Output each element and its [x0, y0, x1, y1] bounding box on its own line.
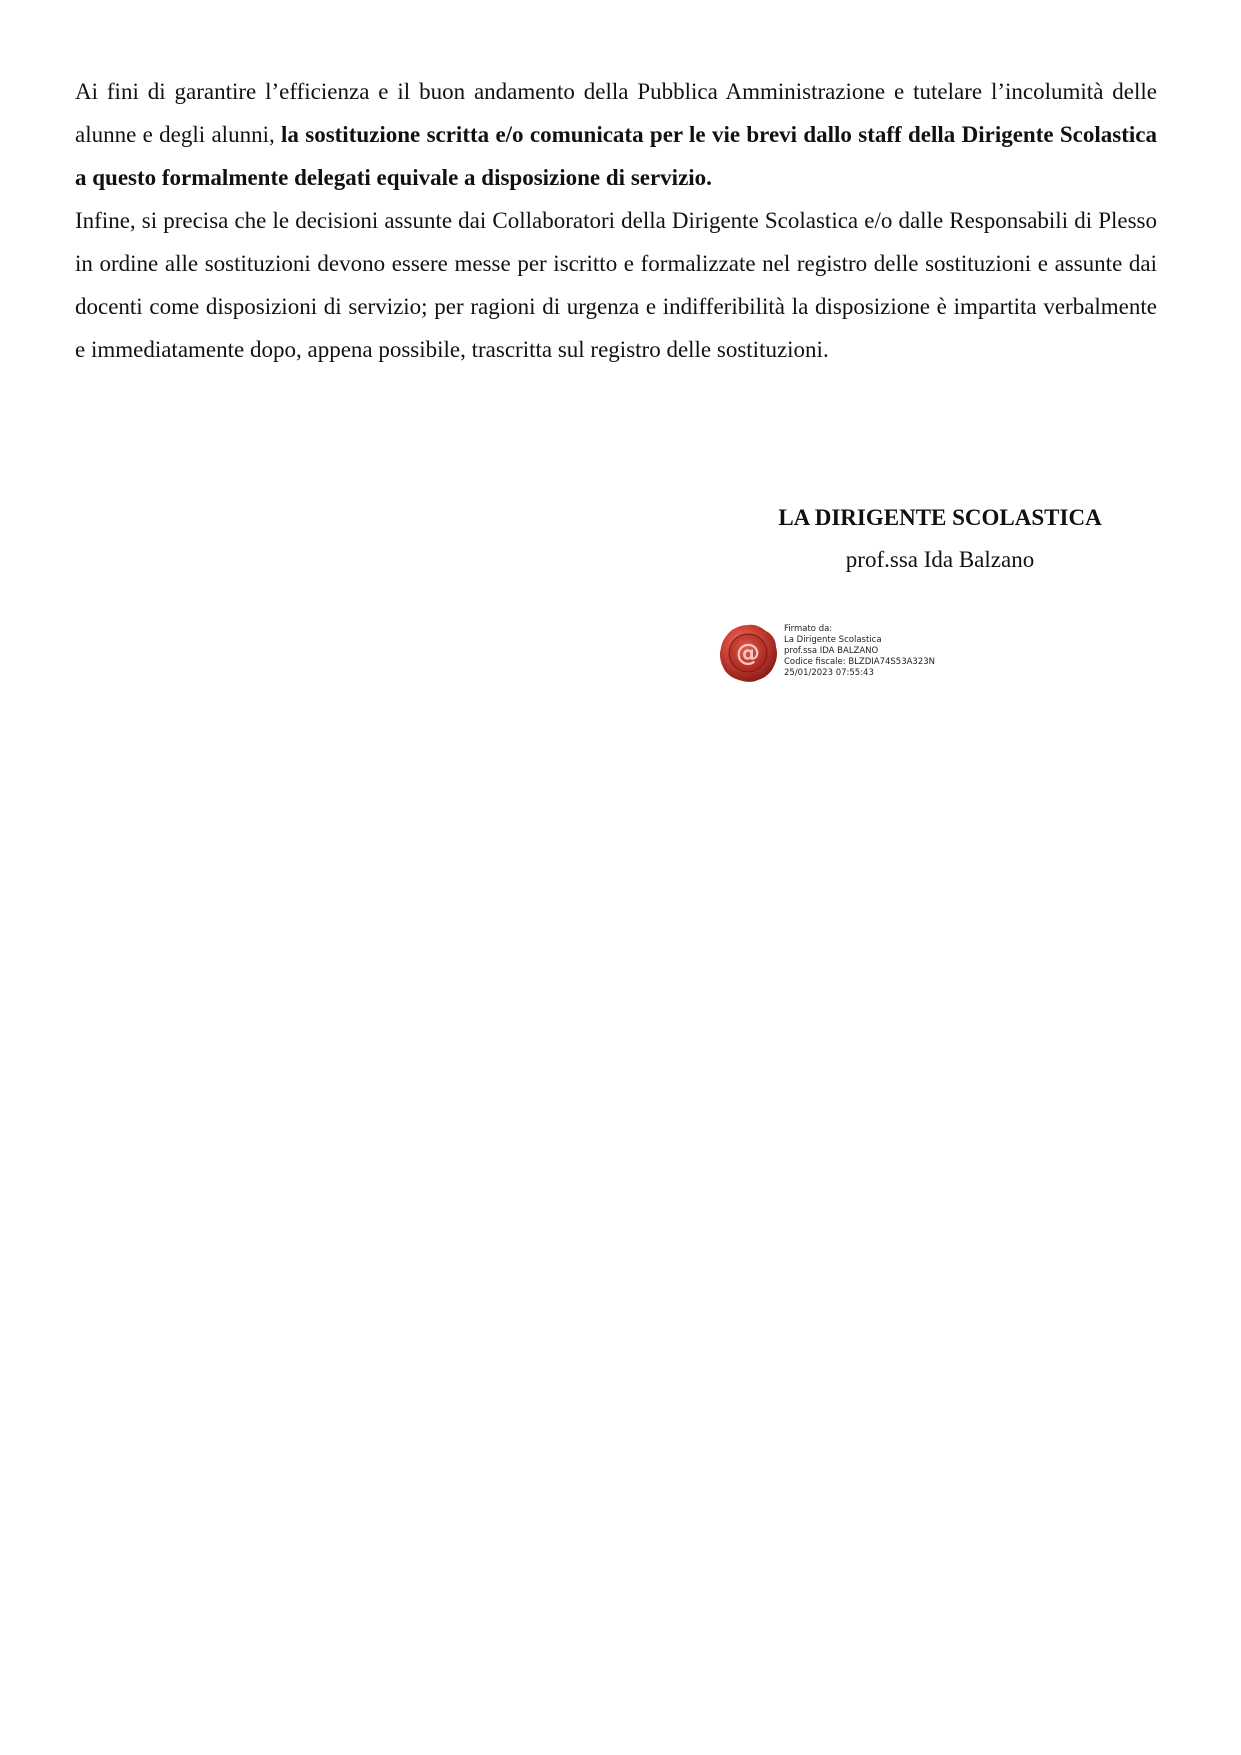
signature-line-label: Firmato da: — [784, 624, 833, 634]
paragraph-efficiency — [75, 70, 1157, 199]
paragraph-efficiency-text: Ai fini di garantire l’efficienza e il buon andamento della Pubblica Amministrazione e tutelare l’incolumità delle alunne e degli alunni, — [75, 79, 1157, 147]
signature-line-fiscal-code: Codice fiscale: BLZDIA74S53A323N — [784, 657, 935, 667]
paragraph-efficiency-bold-text: la sostituzione scritta e/o comunicata per le vie brevi dallo staff della Dirigente Scolastica a questo formalmente delegati equivale a disposizione di servizio. — [75, 122, 1157, 190]
document-body — [75, 70, 1157, 371]
signature-line-name: prof.ssa IDA BALZANO — [784, 646, 879, 656]
signature-line-timestamp: 25/01/2023 07:55:43 — [784, 668, 874, 678]
svg-text:@: @ — [736, 639, 760, 667]
signatory-title: LA DIRIGENTE SCOLASTICA — [778, 505, 1102, 530]
wax-seal-at-icon — [717, 622, 779, 684]
signatory-name: prof.ssa Ida Balzano — [845, 547, 1035, 572]
paragraph-decisions: Infine, si precisa che le decisioni assunte dai Collaboratori della Dirigente Scolastica e/o dalle Responsabili di Plesso in ordine alle sostituzioni devono essere messe per iscritto e formalizzate nel registro delle sostituzioni e assunte dai docenti come disposizioni di servizio; per ragioni di urgenza e indifferibilità la disposizione è impartita verbalmente e immediatamente dopo, appena possibile, trascritta sul registro delle sostituzioni. — [75, 208, 1157, 362]
signature-line-role: La Dirigente Scolastica — [784, 635, 882, 645]
digital-signature-block — [784, 624, 935, 679]
